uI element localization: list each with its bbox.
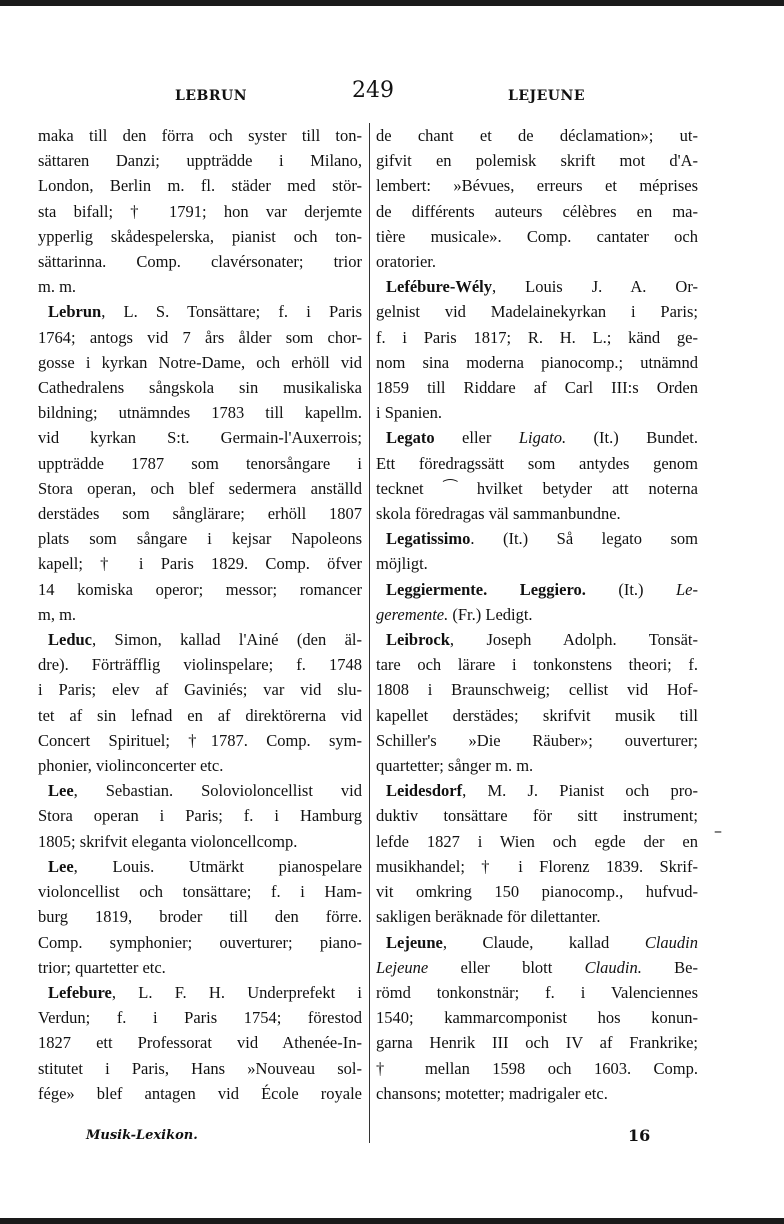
line-text: gosse i kyrkan Notre-Dame, och erhöll vid [38,352,362,372]
text-line [38,400,362,425]
line-text: tecknet ⁀ hvilket betyder att noterna [376,478,698,498]
line-text: , Louis J. A. Or- [492,277,698,297]
line-text: quartetter; sånger m. m. [376,756,534,776]
text-line [38,274,362,299]
text-line [376,703,698,728]
text-line [38,879,362,904]
line-text: Schiller's »Die Räuber»; ouverturer; [376,730,698,750]
line-text: sta bifall; † 1791; hon var derjemte [38,201,362,221]
line-text: 14 komiska operor; messor; romancer [38,579,362,599]
text-line [38,753,362,778]
text-line [38,148,362,173]
headword: Leggiermente. Leggiero. [386,579,586,599]
line-text: bildning; utnämndes 1783 till kapellm. [38,403,362,423]
headword: Lee [48,856,74,876]
line-text: m. m. [38,277,77,297]
text-line [376,551,698,576]
text-line [38,451,362,476]
line-text: garna Henrik III och IV af Frankrike; [376,1033,698,1053]
headword: Lee [48,781,74,801]
text-line [38,703,362,728]
line-text: vit omkring 150 pianocomp., hufvud- [376,882,698,902]
text-line [376,299,698,324]
headword: Leidesdorf [386,781,463,801]
line-text: römd tonkonstnär; f. i Valenciennes [376,982,698,1002]
line-text: Cathedralens sångskola sin musikaliska [38,378,362,398]
text-line [38,199,362,224]
line-text: dre). Förträfflig violinspelare; f. 1748 [38,655,362,675]
header-left-word: LEBRUN [175,88,247,104]
headword: Lefébure-Wély [386,277,493,297]
line-text: tet af sin lefnad en af direktörerna vid [38,705,362,725]
line-text: , Sebastian. Solovioloncellist vid [73,781,362,801]
text-line [38,1030,362,1055]
entry-line [38,299,362,324]
line-text: 1540; kammarcomponist hos konun- [376,1008,698,1028]
line-text: stitutet i Paris, Hans »Nouveau sol- [38,1058,362,1078]
header-right-word: LEJEUNE [508,88,585,104]
line-text: kapellet derstädes; skrifvit musik till [376,705,698,725]
line-text: † mellan 1598 och 1603. Comp. [376,1058,698,1078]
text-line [38,602,362,627]
headword: Legato [386,428,435,448]
headword: Legatissimo [386,529,471,549]
line-text: Comp. symphonier; ouverturer; piano- [38,932,362,952]
italic-term: Ligato. [518,428,567,448]
text-line [376,249,698,274]
text-line [38,123,362,148]
bottom-border-rule [0,1218,784,1224]
line-text: 1764; antogs vid 7 års ålder som chor- [38,327,362,347]
headword: Leibrock [386,630,450,650]
text-line [38,526,362,551]
text-line [376,602,698,627]
line-text: lembert: »Bévues, erreurs et méprises [376,176,698,196]
line-text: sättarinna. Comp. clavérsonater; trior [38,252,362,272]
text-line [376,224,698,249]
text-line [376,173,698,198]
line-text: gelnist vid Madelainekyrkan i Paris; [376,302,698,322]
margin-mark: – [714,821,722,840]
text-line [376,728,698,753]
line-text: (It.) Bundet. [566,428,698,448]
line-text: sakligen beräknade för dilettanter. [376,907,601,927]
entry-line [376,577,698,602]
text-line [376,677,698,702]
line-text: tare och lärare i tonkonstens theori; f. [376,655,698,675]
line-text: skola föredragas väl sammanbundne. [376,504,621,524]
line-text: burg 1819, broder till den förre. [38,907,362,927]
text-line [376,652,698,677]
line-text: möjligt. [376,554,428,574]
text-line [38,577,362,602]
text-line [38,425,362,450]
text-line [376,1030,698,1055]
footer-signature: Musik-Lexikon. [86,1128,198,1143]
entry-line [38,980,362,1005]
line-text: eller blott [428,957,585,977]
text-line [38,728,362,753]
line-text: sättaren Danzi; uppträdde i Milano, [38,151,362,171]
text-line [38,803,362,828]
text-line [376,451,698,476]
line-text: derstädes som sånglärare; erhöll 1807 [38,504,362,524]
line-text: 1808 i Braunschweig; cellist vid Hof- [376,680,698,700]
line-text: Ett föredragssätt som antydes genom [376,453,698,473]
text-line [38,375,362,400]
line-text: vid kyrkan S:t. Germain-l'Auxerrois; [38,428,362,448]
text-line [376,955,698,980]
text-line [376,803,698,828]
text-line [38,325,362,350]
line-text: kapell; † i Paris 1829. Comp. öfver [38,554,362,574]
text-line [376,854,698,879]
text-line [376,879,698,904]
line-text: fége» blef antagen vid École royale [38,1083,362,1103]
line-text: m, m. [38,604,77,624]
line-text: violoncellist och tonsättare; f. i Ham- [38,882,362,902]
line-text: 1805; skrifvit eleganta violoncellcomp. [38,831,298,851]
text-line [376,325,698,350]
italic-term: Le- [676,579,698,599]
entry-line [38,627,362,652]
entry-line [38,854,362,879]
text-line [376,123,698,148]
line-text: 1827 ett Professorat vid Athenée-In- [38,1033,362,1053]
entry-line [376,274,698,299]
line-text: tière musicale». Comp. cantater och [376,226,698,246]
line-text: gifvit en polemisk skrift mot d'A- [376,151,698,171]
text-line [38,1081,362,1106]
line-text: oratorier. [376,252,437,272]
entry-line [376,930,698,955]
text-line [376,904,698,929]
line-text: eller [434,428,519,448]
text-line [38,551,362,576]
text-line [38,829,362,854]
footer-sheet-number: 16 [628,1126,651,1145]
line-text: , L. S. Tonsättare; f. i Paris [101,302,362,322]
line-text: Stora operan, och blef sedermera anställd [38,478,362,498]
line-text: , Simon, kallad l'Ainé (den äl- [92,630,362,650]
entry-line [376,627,698,652]
italic-term: Claudin [644,932,698,952]
line-text: Stora operan i Paris; f. i Hamburg [38,806,362,826]
entry-line [376,778,698,803]
text-line [38,904,362,929]
line-text: trior; quartetter etc. [38,957,166,977]
italic-term: Lejeune [376,957,429,977]
line-text: 1859 till Riddare af Carl III:s Orden [376,378,698,398]
line-text: de chant et de déclamation»; ut- [376,126,698,145]
line-text: plats som sångare i kejsar Napoleons [38,529,362,549]
text-line [376,501,698,526]
text-line [38,173,362,198]
text-line [376,476,698,501]
entry-line [376,425,698,450]
line-text: de différents auteurs célèbres en ma- [376,201,698,221]
text-line [376,400,698,425]
line-text: (Fr.) Ledigt. [448,604,533,624]
text-line [38,501,362,526]
text-line [376,375,698,400]
text-line [376,980,698,1005]
text-line [38,652,362,677]
line-text: chansons; motetter; madrigaler etc. [376,1083,608,1103]
text-line [38,476,362,501]
text-line [38,955,362,980]
text-line [376,1005,698,1030]
text-line [38,1056,362,1081]
text-line [38,224,362,249]
line-text: duktiv tonsättare för sitt instrument; [376,806,698,826]
entry-line [376,526,698,551]
text-line [376,1056,698,1081]
line-text: , M. J. Pianist och pro- [462,781,698,801]
running-header [0,78,784,108]
text-line [38,1005,362,1030]
line-text: , Claude, kallad [442,932,645,952]
headword: Lebrun [48,302,102,322]
text-line [376,350,698,375]
text-line [38,350,362,375]
line-text: , Joseph Adolph. Tonsät- [449,630,698,650]
line-text: London, Berlin m. fl. städer med stör- [38,176,362,196]
page-number: 249 [352,78,394,103]
line-text: maka till den förra och syster till ton- [38,126,362,145]
top-border-rule [0,0,784,6]
line-text: . (It.) Så legato som [470,529,698,549]
text-line [376,829,698,854]
text-line [38,930,362,955]
column-divider [369,123,370,1143]
headword: Lejeune [386,932,443,952]
line-text: lefde 1827 i Wien och egde der en [376,831,698,851]
text-line [38,677,362,702]
line-text: , L. F. H. Underprefekt i [111,982,362,1002]
line-text: i Spanien. [376,403,442,423]
line-text: Concert Spirituel; †1787. Comp. sym- [38,730,362,750]
italic-term: geremente. [376,604,449,624]
line-text: musikhandel; † i Florenz 1839. Skrif- [376,856,698,876]
line-text: uppträdde 1787 som tenorsångare i [38,453,362,473]
headword: Lefebure [48,982,112,1002]
right-column [376,123,698,1106]
text-line [38,249,362,274]
text-line [376,148,698,173]
line-text: ypperlig skådespelerska, pianist och ton- [38,226,362,246]
entry-line [38,778,362,803]
line-text: Verdun; f. i Paris 1754; förestod [38,1008,362,1028]
line-text: f. i Paris 1817; R. H. L.; känd ge- [376,327,698,347]
headword: Leduc [48,630,93,650]
text-line [376,199,698,224]
line-text: , Louis. Utmärkt pianospelare [73,856,362,876]
line-text: Be- [641,957,698,977]
italic-term: Claudin. [584,957,642,977]
line-text: phonier, violinconcerter etc. [38,756,224,776]
line-text: (It.) [585,579,676,599]
line-text: nom sina moderna pianocomp.; utnämnd [376,352,698,372]
left-column [38,123,362,1106]
text-line [376,753,698,778]
text-line [376,1081,698,1106]
line-text: i Paris; elev af Gaviniés; var vid slu- [38,680,362,700]
